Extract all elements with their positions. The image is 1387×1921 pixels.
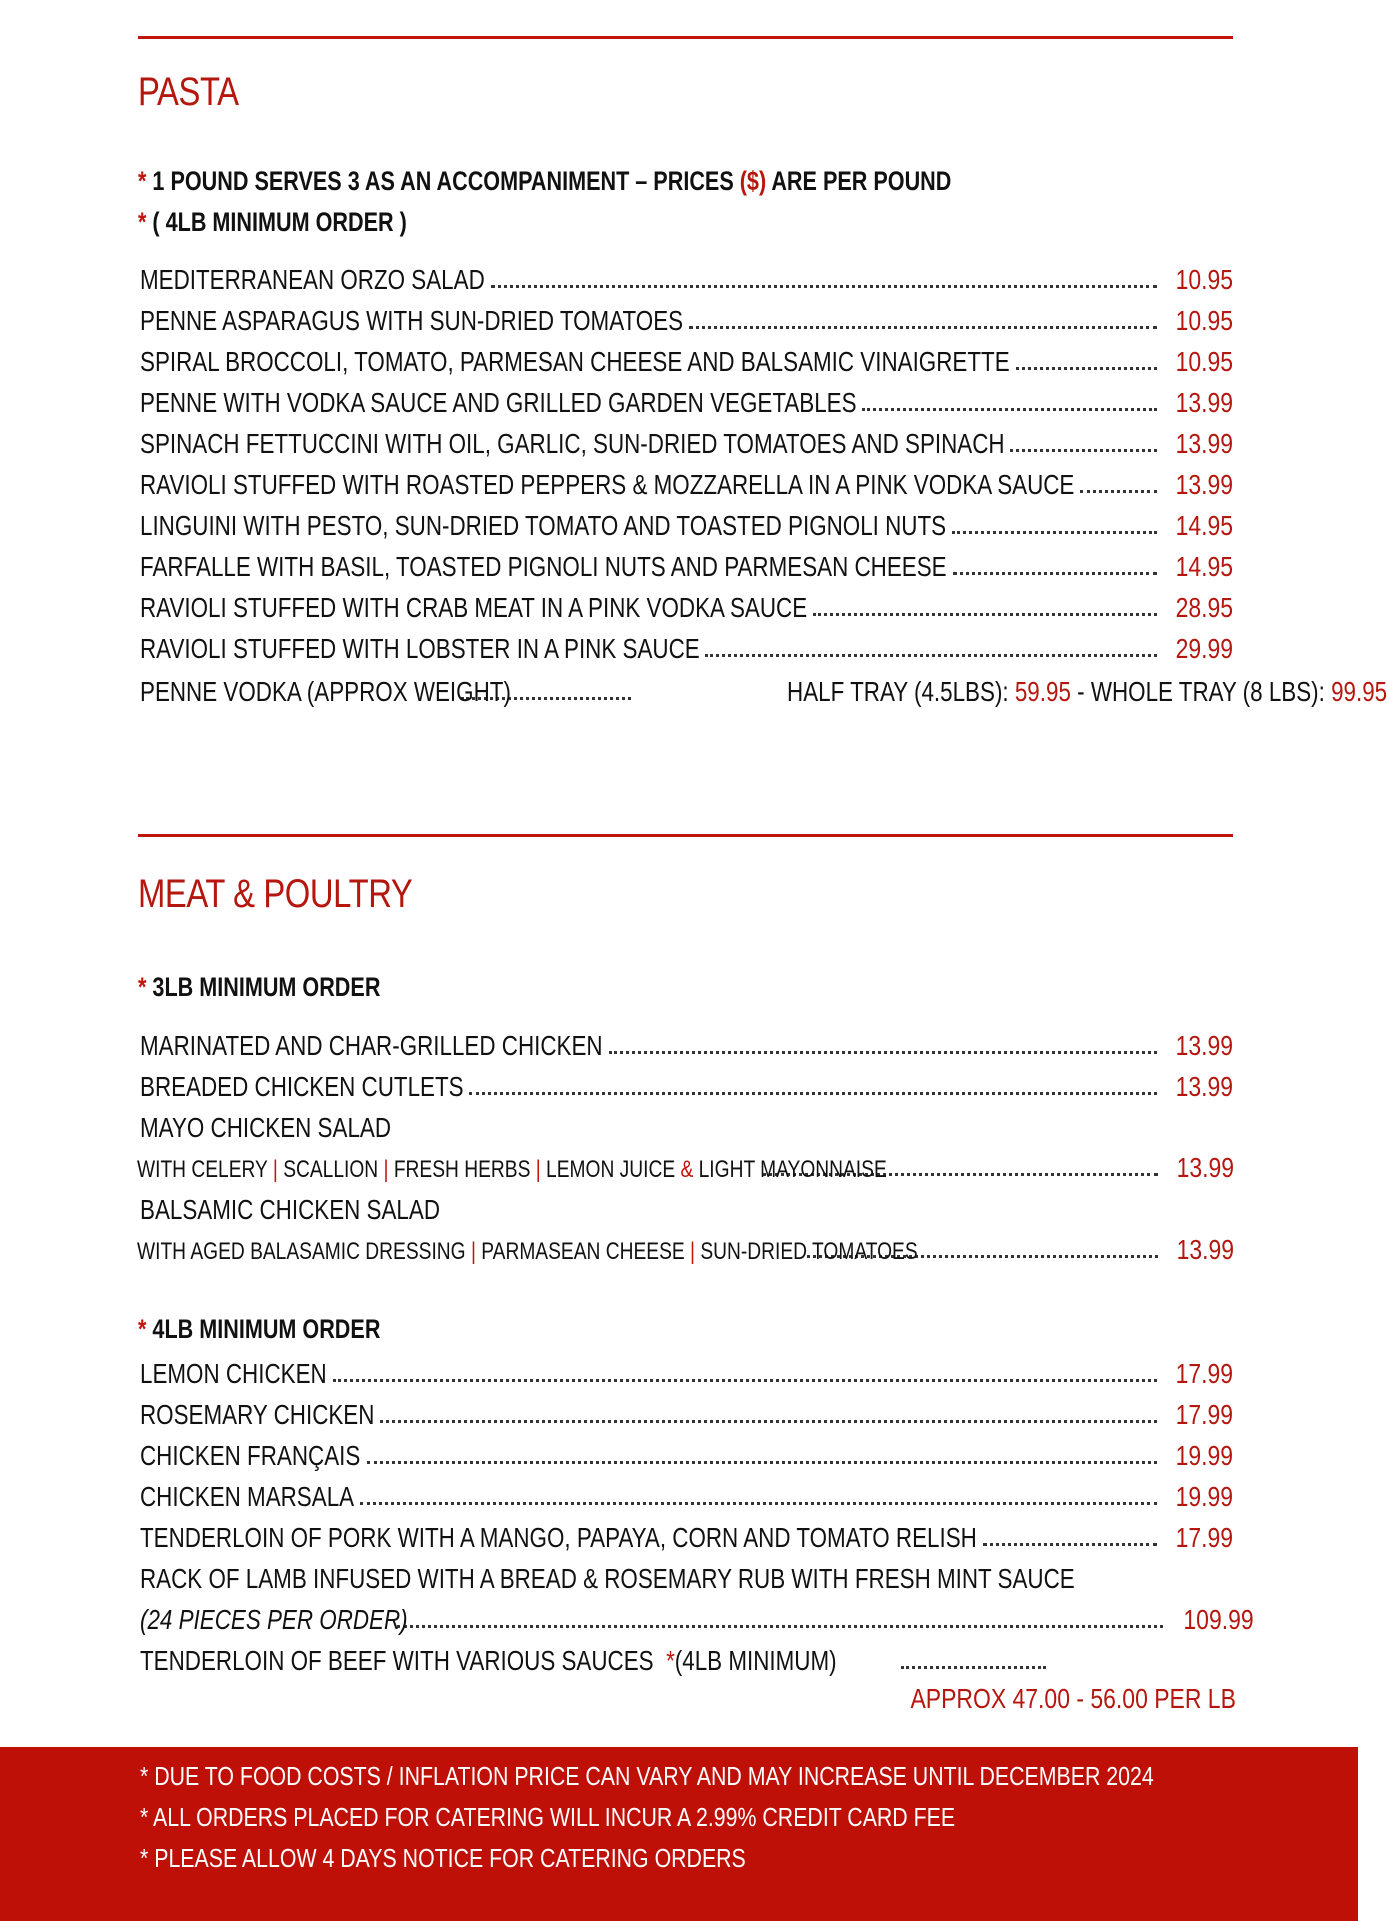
menu-item-price: 13.99 [1175, 387, 1234, 418]
meat-section-title: MEAT & POULTRY [138, 872, 413, 916]
mayo-chicken-detail-row [137, 1144, 1234, 1184]
meat-top-rule [138, 834, 1233, 837]
menu-item-name: ROSEMARY CHICKEN [140, 1399, 375, 1430]
footer-note-notice: * PLEASE ALLOW 4 DAYS NOTICE FOR CATERING ORDERS [140, 1843, 746, 1873]
menu-item-name: CHICKEN MARSALA [140, 1481, 355, 1512]
meat-minimum-note-4lb: * 4LB MINIMUM ORDER [138, 1314, 381, 1344]
beef-row [140, 1637, 1233, 1677]
menu-item-name: RAVIOLI STUFFED WITH ROASTED PEPPERS & MOZZARELLA IN A PINK VODKA SAUCE [140, 469, 1075, 500]
menu-item-row [140, 297, 1233, 337]
pasta-top-rule [138, 36, 1233, 39]
pasta-serving-note: * 1 POUND SERVES 3 AS AN ACCOMPANIMENT – PRICES ($) ARE PER POUND [138, 166, 952, 196]
menu-item-price: 109.99 [1183, 1604, 1254, 1635]
menu-item-price: 13.99 [1175, 1071, 1234, 1102]
menu-item-name: TENDERLOIN OF BEEF WITH VARIOUS SAUCES *(4LB MINIMUM) [140, 1645, 837, 1676]
menu-item-name: MEDITERRANEAN ORZO SALAD [140, 264, 485, 295]
pasta-minimum-note: * ( 4LB MINIMUM ORDER ) [138, 207, 407, 237]
menu-item-price: 28.95 [1175, 592, 1234, 623]
menu-item-price: 13.99 [1175, 469, 1234, 500]
menu-item-row [140, 625, 1233, 665]
menu-item-price: 10.95 [1175, 346, 1234, 377]
dot-leader [705, 654, 1157, 657]
menu-item-row [140, 338, 1233, 378]
menu-item-name: RAVIOLI STUFFED WITH CRAB MEAT IN A PINK VODKA SAUCE [140, 592, 808, 623]
dot-leader [469, 1092, 1157, 1095]
menu-item-name: PENNE VODKA (APPROX WEIGHT) [140, 676, 511, 707]
asterisk: * [666, 1645, 675, 1676]
menu-item-price: 17.99 [1175, 1399, 1234, 1430]
asterisk: * [138, 166, 147, 196]
menu-item-name: LINGUINI WITH PESTO, SUN-DRIED TOMATO AND TOASTED PIGNOLI NUTS [140, 510, 947, 541]
lamb-title-row [140, 1555, 1233, 1595]
menu-item-row [140, 1022, 1233, 1062]
menu-item-name: PENNE ASPARAGUS WITH SUN-DRIED TOMATOES [140, 305, 684, 336]
penne-vodka-row: PENNE VODKA (APPROX WEIGHT) HALF TRAY (4.5LBS): 59.95 - WHOLE TRAY (8 LBS): 99.95 [140, 676, 1387, 707]
menu-item-price: 10.95 [1175, 305, 1234, 336]
dot-leader [862, 408, 1157, 411]
menu-item-description: WITH AGED BALASAMIC DRESSING | PARMASEAN CHEESE | SUN-DRIED TOMATOES [137, 1238, 918, 1265]
menu-item-name: SPIRAL BROCCOLI, TOMATO, PARMESAN CHEESE AND BALSAMIC VINAIGRETTE [140, 346, 1010, 377]
mayo-chicken-title-row [140, 1104, 1233, 1144]
dot-leader [952, 531, 1157, 534]
lamb-detail-row [140, 1596, 1254, 1636]
menu-item-name: FARFALLE WITH BASIL, TOASTED PIGNOLI NUTS AND PARMESAN CHEESE [140, 551, 947, 582]
menu-item-row [140, 420, 1233, 460]
menu-item-row [140, 461, 1233, 501]
footer-banner [0, 1747, 1358, 1921]
dot-leader [689, 326, 1157, 329]
menu-item-name: CHICKEN FRANÇAIS [140, 1440, 361, 1471]
menu-item-price: 13.99 [1176, 1152, 1235, 1183]
dot-leader [1010, 449, 1157, 452]
dot-leader [360, 1502, 1157, 1505]
menu-item-row [140, 379, 1233, 419]
footer-note-card-fee: * ALL ORDERS PLACED FOR CATERING WILL INCUR A 2.99% CREDIT CARD FEE [140, 1802, 956, 1832]
menu-item-name: LEMON CHICKEN [140, 1358, 327, 1389]
menu-item-row [140, 1432, 1233, 1472]
balsamic-chicken-title-row [140, 1186, 1233, 1226]
menu-item-price: 13.99 [1175, 428, 1234, 459]
dot-leader [609, 1051, 1157, 1054]
whole-tray-price: 99.95 [1330, 676, 1387, 707]
meat-minimum-note-3lb: * 3LB MINIMUM ORDER [138, 972, 381, 1002]
pasta-section-title: PASTA [138, 70, 239, 114]
half-tray-price: 59.95 [1014, 676, 1071, 707]
menu-item-name: RACK OF LAMB INFUSED WITH A BREAD & ROSEMARY RUB WITH FRESH MINT SAUCE [140, 1563, 1075, 1594]
menu-item-row [140, 256, 1233, 296]
menu-item-description: WITH CELERY | SCALLION | FRESH HERBS | LEMON JUICE & LIGHT MAYONNAISE [137, 1156, 887, 1183]
menu-item-name: BALSAMIC CHICKEN SALAD [140, 1194, 440, 1225]
menu-item-price: 13.99 [1175, 1030, 1234, 1061]
dot-leader [983, 1543, 1157, 1546]
menu-item-price: 19.99 [1175, 1481, 1234, 1512]
menu-item-price: 29.99 [1175, 633, 1234, 664]
dot-leader [953, 572, 1157, 575]
beef-approx-price: APPROX 47.00 - 56.00 PER LB [910, 1683, 1236, 1714]
menu-item-description: (24 PIECES PER ORDER) [140, 1604, 408, 1635]
dot-leader [813, 613, 1157, 616]
menu-item-price: 17.99 [1175, 1358, 1234, 1389]
dot-leader [901, 1666, 1046, 1669]
menu-item-row [140, 543, 1233, 583]
menu-item-price: 19.99 [1175, 1440, 1234, 1471]
menu-item-name: BREADED CHICKEN CUTLETS [140, 1071, 464, 1102]
menu-item-price: 17.99 [1175, 1522, 1234, 1553]
menu-item-price: 14.95 [1175, 510, 1234, 541]
menu-item-price: 14.95 [1175, 551, 1234, 582]
menu-item-row [140, 1350, 1233, 1390]
menu-item-row [140, 1473, 1233, 1513]
dot-leader [1080, 490, 1157, 493]
menu-item-name: PENNE WITH VODKA SAUCE AND GRILLED GARDEN VEGETABLES [140, 387, 857, 418]
menu-item-name: MAYO CHICKEN SALAD [140, 1112, 392, 1143]
menu-item-price: 10.95 [1175, 264, 1234, 295]
dot-leader [367, 1461, 1157, 1464]
menu-item-name: SPINACH FETTUCCINI WITH OIL, GARLIC, SUN-DRIED TOMATOES AND SPINACH [140, 428, 1005, 459]
balsamic-chicken-detail-row [137, 1226, 1234, 1266]
menu-item-name: TENDERLOIN OF PORK WITH A MANGO, PAPAYA, CORN AND TOMATO RELISH [140, 1522, 977, 1553]
menu-item-row [140, 1514, 1233, 1554]
asterisk: * [138, 207, 147, 237]
dot-leader [491, 285, 1157, 288]
dot-leader [333, 1379, 1157, 1382]
dot-leader [1016, 367, 1157, 370]
dot-leader [397, 1625, 1163, 1628]
footer-note-inflation: * DUE TO FOOD COSTS / INFLATION PRICE CAN VARY AND MAY INCREASE UNTIL DECEMBER 2024 [140, 1761, 1154, 1791]
menu-item-name: MARINATED AND CHAR-GRILLED CHICKEN [140, 1030, 603, 1061]
dot-leader [380, 1420, 1157, 1423]
menu-item-price: 13.99 [1176, 1234, 1235, 1265]
menu-item-row [140, 502, 1233, 542]
asterisk: * [138, 1314, 147, 1344]
menu-item-row [140, 1391, 1233, 1431]
menu-item-row [140, 584, 1233, 624]
menu-item-name: RAVIOLI STUFFED WITH LOBSTER IN A PINK SAUCE [140, 633, 700, 664]
asterisk: * [138, 972, 147, 1002]
menu-item-row [140, 1063, 1233, 1103]
